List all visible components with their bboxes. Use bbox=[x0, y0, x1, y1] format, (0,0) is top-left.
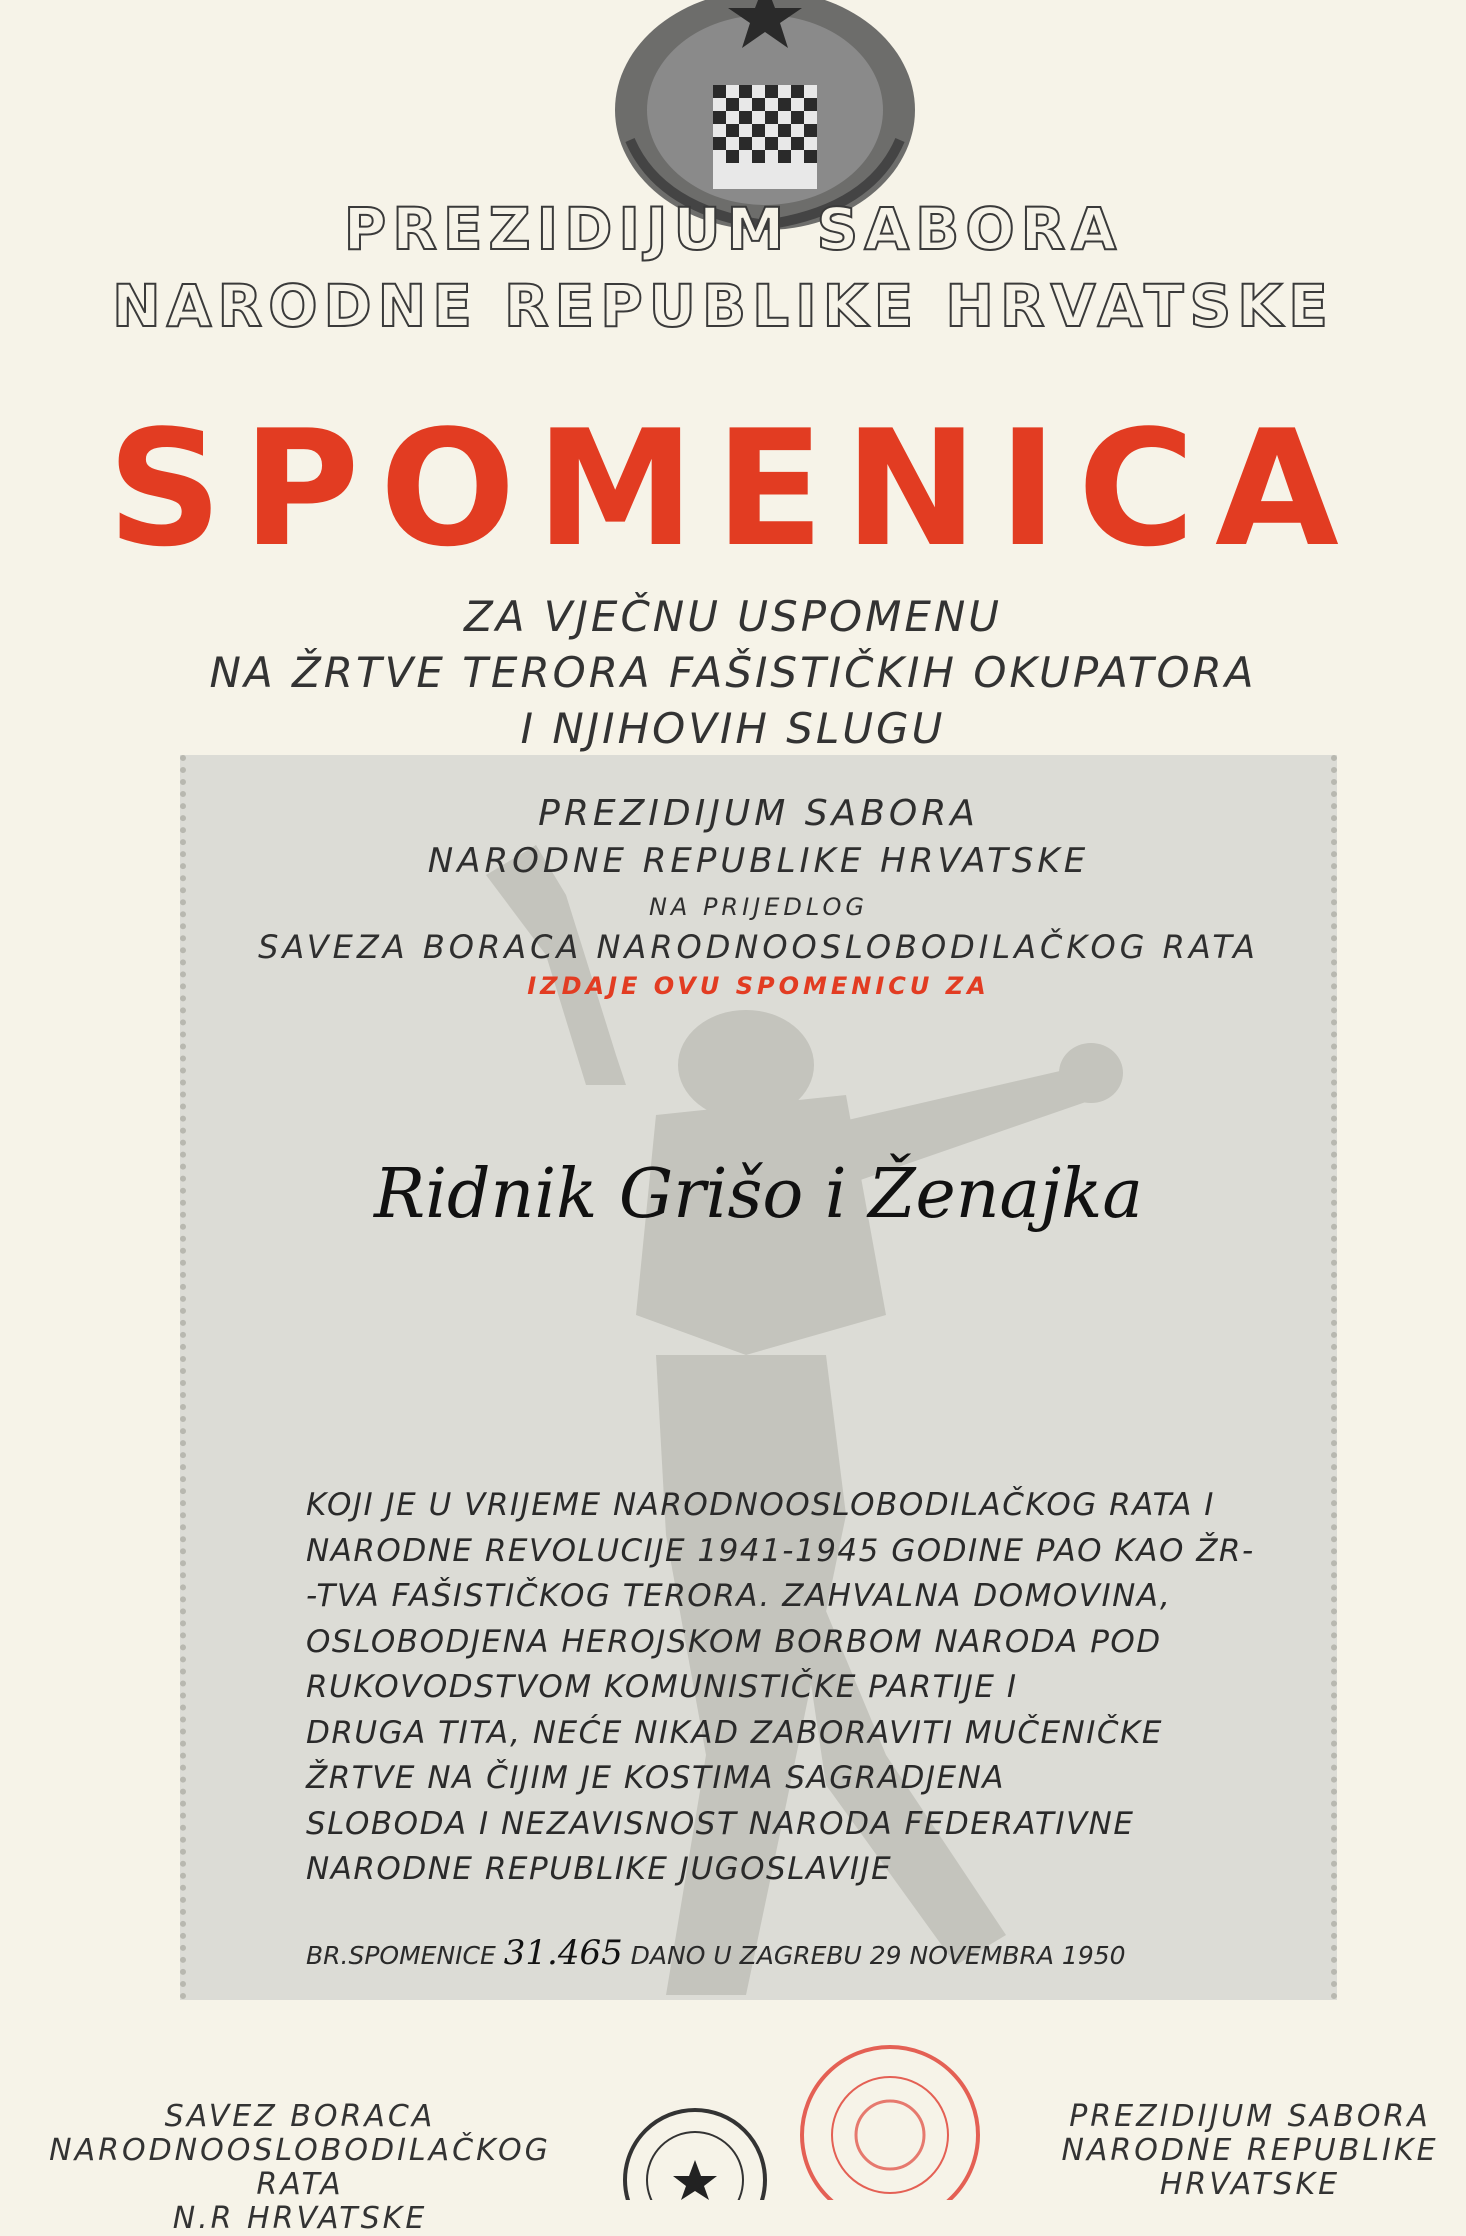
dedication-line: RUKOVODSTVOM KOMUNISTIČKE PARTIJE I bbox=[306, 1669, 1018, 1705]
subtitle-line-1: ZA VJEČNU USPOMENU bbox=[463, 592, 1003, 641]
dedication-line: ŽRTVE NA ČIJIM JE KOSTIMA SAGRADJENA bbox=[306, 1760, 1005, 1796]
certificate-footer bbox=[306, 1933, 1246, 1973]
header-line-1: PREZIDIJUM SABORA bbox=[343, 195, 1123, 263]
signature-block-left bbox=[40, 2100, 560, 2236]
issue-date: DANO U ZAGREBU 29 NOVEMBRA 1950 bbox=[630, 1941, 1126, 1970]
signature-left-line: N.R HRVATSKE bbox=[172, 2201, 428, 2236]
document-title: SPOMENICA bbox=[107, 395, 1359, 582]
dedication-line: KOJI JE U VRIJEME NARODNOOSLOBODILAČKOG RATA I bbox=[306, 1487, 1215, 1523]
signature-left-line: SAVEZ BORACA bbox=[164, 2099, 436, 2134]
certificate-number-label: BR.SPOMENICE bbox=[306, 1941, 496, 1970]
dedication-line: DRUGA TITA, NEĆE NIKAD ZABORAVITI MUČENIČKE bbox=[306, 1714, 1163, 1751]
dedication-line: NARODNE REPUBLIKE JUGOSLAVIJE bbox=[306, 1851, 893, 1887]
signature-right-line: NARODNE REPUBLIKE bbox=[1061, 2133, 1439, 2168]
dedication-line: OSLOBODJENA HEROJSKOM BORBOM NARODA POD bbox=[306, 1623, 1162, 1660]
panel-line-4: SAVEZA BORACA NARODNOOSLOBODILAČKOG RATA bbox=[258, 928, 1259, 966]
subtitle-line-3: I NJIHOVIH SLUGU bbox=[520, 704, 946, 753]
dedication-line: -TVA FAŠISTIČKOG TERORA. ZAHVALNA DOMOVINA, bbox=[306, 1578, 1172, 1614]
signature-right-line: PREZIDIJUM SABORA bbox=[1069, 2099, 1431, 2134]
veterans-stamp bbox=[615, 2100, 775, 2200]
signature-block-right bbox=[1040, 2100, 1460, 2202]
signature-right-line: HRVATSKE bbox=[1159, 2167, 1341, 2202]
panel-line-3: NA PRIJEDLOG bbox=[648, 893, 869, 921]
header-line-2: NARODNE REPUBLIKE HRVATSKE bbox=[112, 272, 1334, 340]
dedication-line: SLOBODA I NEZAVISNOST NARODA FEDERATIVNE bbox=[306, 1805, 1135, 1842]
subtitle-line-2: NA ŽRTVE TERORA FAŠISTIČKIH OKUPATORA bbox=[209, 648, 1257, 697]
recipient-name: Ridnik Grišo i Ženajka bbox=[374, 1155, 1143, 1234]
panel-line-5: IZDAJE OVU SPOMENICU ZA bbox=[527, 972, 990, 1000]
panel-line-2: NARODNE REPUBLIKE HRVATSKE bbox=[427, 841, 1090, 881]
panel-line-1: PREZIDIJUM SABORA bbox=[538, 793, 979, 834]
signature-left-line: NARODNOOSLOBODILAČKOG RATA bbox=[49, 2133, 551, 2202]
dedication-line: NARODNE REVOLUCIJE 1941-1945 GODINE PAO KAO ŽR- bbox=[306, 1532, 1255, 1569]
certificate-panel bbox=[180, 755, 1337, 2000]
certificate-number: 31.465 bbox=[503, 1933, 623, 1973]
dedication-text bbox=[306, 1483, 1255, 1893]
presidium-stamp bbox=[790, 2035, 990, 2200]
